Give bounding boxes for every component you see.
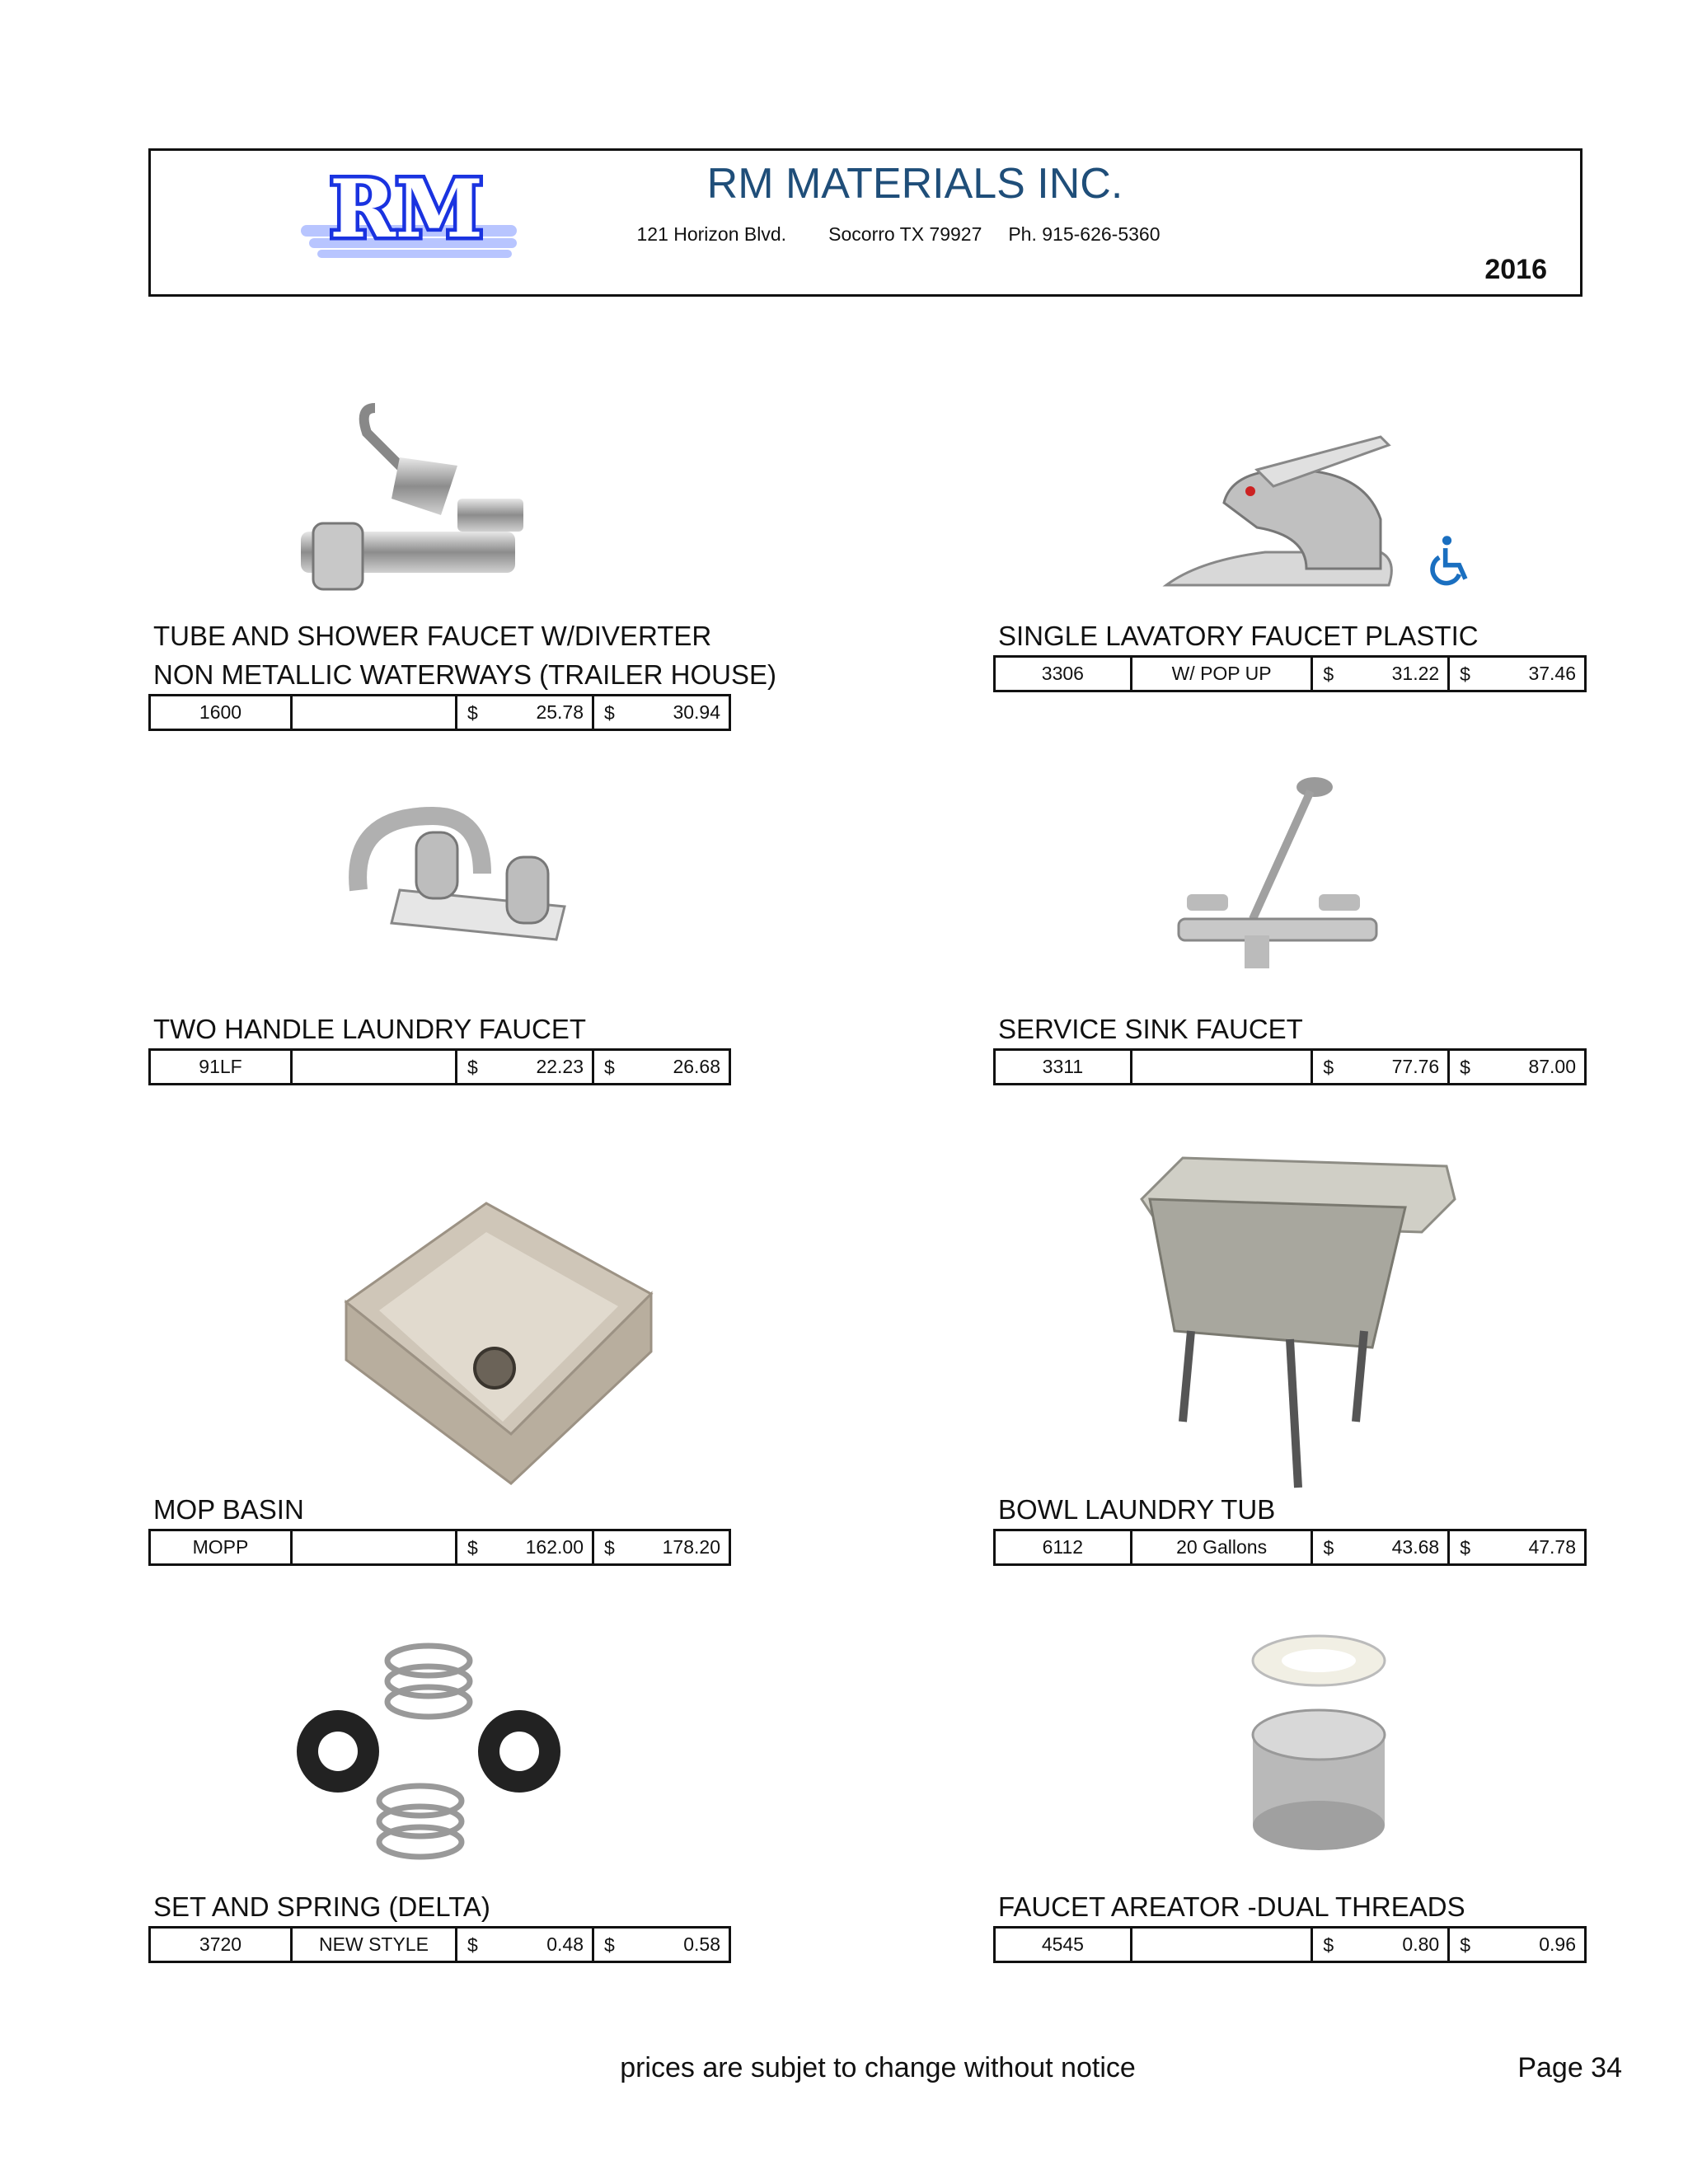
- table-row: [150, 1530, 730, 1565]
- price-table: [148, 1529, 731, 1566]
- item-description: [1131, 1928, 1312, 1962]
- item-code: 1600: [150, 696, 292, 730]
- item-code: 3311: [995, 1050, 1132, 1085]
- price-value-1: 0.48: [546, 1933, 584, 1955]
- item-description: [292, 1530, 457, 1565]
- price-cell-1: [457, 1928, 593, 1962]
- product-title-line-1: SINGLE LAVATORY FAUCET PLASTIC: [998, 621, 1479, 651]
- price-cell-2: [593, 1928, 730, 1962]
- footer-note: prices are subjet to change without notice: [620, 2052, 1136, 2083]
- item-code: 3720: [150, 1928, 292, 1962]
- currency-symbol: $: [1323, 1057, 1334, 1078]
- price-table: [993, 1926, 1587, 1963]
- price-cell-1: [1312, 1530, 1449, 1565]
- header-box: [148, 148, 1582, 297]
- product-image-mop-basin: [330, 1195, 659, 1492]
- price-value-2: 37.46: [1528, 663, 1576, 684]
- item-code: MOPP: [150, 1530, 292, 1565]
- currency-symbol: $: [1323, 663, 1334, 685]
- product-image-service-sink-faucet: [1170, 771, 1385, 977]
- item-description: NEW STYLE: [292, 1928, 457, 1962]
- product-service-sink-faucet: [993, 1010, 1587, 1085]
- item-code: 3306: [995, 657, 1132, 691]
- currency-symbol: $: [467, 1934, 478, 1956]
- table-row: [995, 1530, 1586, 1565]
- product-title-line-2: NON METALLIC WATERWAYS (TRAILER HOUSE): [153, 659, 777, 690]
- price-value-1: 0.80: [1402, 1933, 1440, 1955]
- price-value-2: 30.94: [673, 701, 720, 723]
- price-table: [148, 1048, 731, 1085]
- price-cell-2: [1449, 1050, 1586, 1085]
- table-row: [995, 1050, 1586, 1085]
- price-value-1: 25.78: [536, 701, 584, 723]
- product-title-line-1: SET AND SPRING (DELTA): [153, 1891, 490, 1922]
- product-mop-basin: [148, 1490, 742, 1566]
- product-tub-shower-faucet: [148, 616, 777, 731]
- wheelchair-accessible-icon: [1430, 534, 1476, 588]
- table-row: [150, 696, 730, 730]
- currency-symbol: $: [1460, 1934, 1470, 1956]
- product-title-line-1: MOP BASIN: [153, 1494, 304, 1525]
- currency-symbol: $: [1323, 1934, 1334, 1956]
- price-table: [993, 655, 1587, 692]
- product-laundry-faucet: [148, 1010, 742, 1085]
- currency-symbol: $: [1460, 1537, 1470, 1558]
- price-value-1: 31.22: [1391, 663, 1440, 684]
- item-description: [292, 696, 457, 730]
- price-value-1: 77.76: [1391, 1056, 1440, 1077]
- price-cell-2: [593, 696, 730, 730]
- price-table: [993, 1529, 1587, 1566]
- table-row: [995, 1928, 1586, 1962]
- product-image-faucet-aerator: [1236, 1628, 1401, 1867]
- currency-symbol: $: [604, 1057, 615, 1078]
- price-value-2: 178.20: [662, 1536, 720, 1558]
- company-address: 121 Horizon Blvd. Socorro TX 79927 Ph. 915-626-5360: [636, 223, 1160, 245]
- price-value-2: 47.78: [1528, 1536, 1576, 1558]
- product-title-line-1: TWO HANDLE LAUNDRY FAUCET: [153, 1014, 587, 1044]
- price-cell-2: [593, 1530, 730, 1565]
- price-cell-1: [1312, 1928, 1449, 1962]
- price-cell-2: [1449, 657, 1586, 691]
- product-image-seat-spring: [288, 1636, 569, 1875]
- price-value-2: 87.00: [1528, 1056, 1576, 1077]
- currency-symbol: $: [604, 1934, 615, 1956]
- price-value-2: 0.96: [1539, 1933, 1576, 1955]
- product-title-line-1: SERVICE SINK FAUCET: [998, 1014, 1303, 1044]
- price-value-1: 43.68: [1391, 1536, 1440, 1558]
- product-faucet-aerator: [993, 1887, 1587, 1963]
- currency-symbol: $: [1323, 1537, 1334, 1558]
- price-cell-1: [1312, 1050, 1449, 1085]
- item-code: 4545: [995, 1928, 1132, 1962]
- currency-symbol: $: [467, 1537, 478, 1558]
- product-title-line-1: TUBE AND SHOWER FAUCET W/DIVERTER: [153, 621, 712, 651]
- table-row: [995, 657, 1586, 691]
- price-table: [993, 1048, 1587, 1085]
- company-name: RM MATERIALS INC.: [706, 160, 1123, 208]
- product-image-tub-shower-faucet: [293, 391, 540, 598]
- price-table: [148, 694, 731, 731]
- currency-symbol: $: [1460, 1057, 1470, 1078]
- currency-symbol: $: [604, 1537, 615, 1558]
- currency-symbol: $: [604, 702, 615, 724]
- price-value-2: 0.58: [683, 1933, 720, 1955]
- item-code: 6112: [995, 1530, 1132, 1565]
- price-cell-2: [1449, 1928, 1586, 1962]
- price-cell-1: [457, 1050, 593, 1085]
- item-description: W/ POP UP: [1131, 657, 1312, 691]
- price-cell-1: [1312, 657, 1449, 691]
- product-lavatory-faucet: [993, 616, 1587, 692]
- price-cell-1: [457, 696, 593, 730]
- item-description: [1131, 1050, 1312, 1085]
- product-image-laundry-faucet: [334, 799, 581, 948]
- price-cell-1: [457, 1530, 593, 1565]
- product-image-laundry-tub: [1133, 1150, 1463, 1496]
- product-image-lavatory-faucet: [1150, 404, 1430, 602]
- product-title-line-1: FAUCET AREATOR -DUAL THREADS: [998, 1891, 1465, 1922]
- price-value-1: 22.23: [536, 1056, 584, 1077]
- item-code: 91LF: [150, 1050, 292, 1085]
- product-seat-spring: [148, 1887, 742, 1963]
- item-description: 20 Gallons: [1131, 1530, 1312, 1565]
- table-row: [150, 1050, 730, 1085]
- item-description: [292, 1050, 457, 1085]
- catalog-year: 2016: [1484, 254, 1547, 285]
- price-value-2: 26.68: [673, 1056, 720, 1077]
- currency-symbol: $: [467, 1057, 478, 1078]
- product-title-line-1: BOWL LAUNDRY TUB: [998, 1494, 1276, 1525]
- currency-symbol: $: [1460, 663, 1470, 685]
- price-value-1: 162.00: [525, 1536, 584, 1558]
- product-laundry-tub: [993, 1490, 1587, 1566]
- price-cell-2: [1449, 1530, 1586, 1565]
- logo-text: RM: [329, 162, 484, 255]
- table-row: [150, 1928, 730, 1962]
- price-cell-2: [593, 1050, 730, 1085]
- page-number: Page 34: [1517, 2052, 1622, 2083]
- currency-symbol: $: [467, 702, 478, 724]
- price-table: [148, 1926, 731, 1963]
